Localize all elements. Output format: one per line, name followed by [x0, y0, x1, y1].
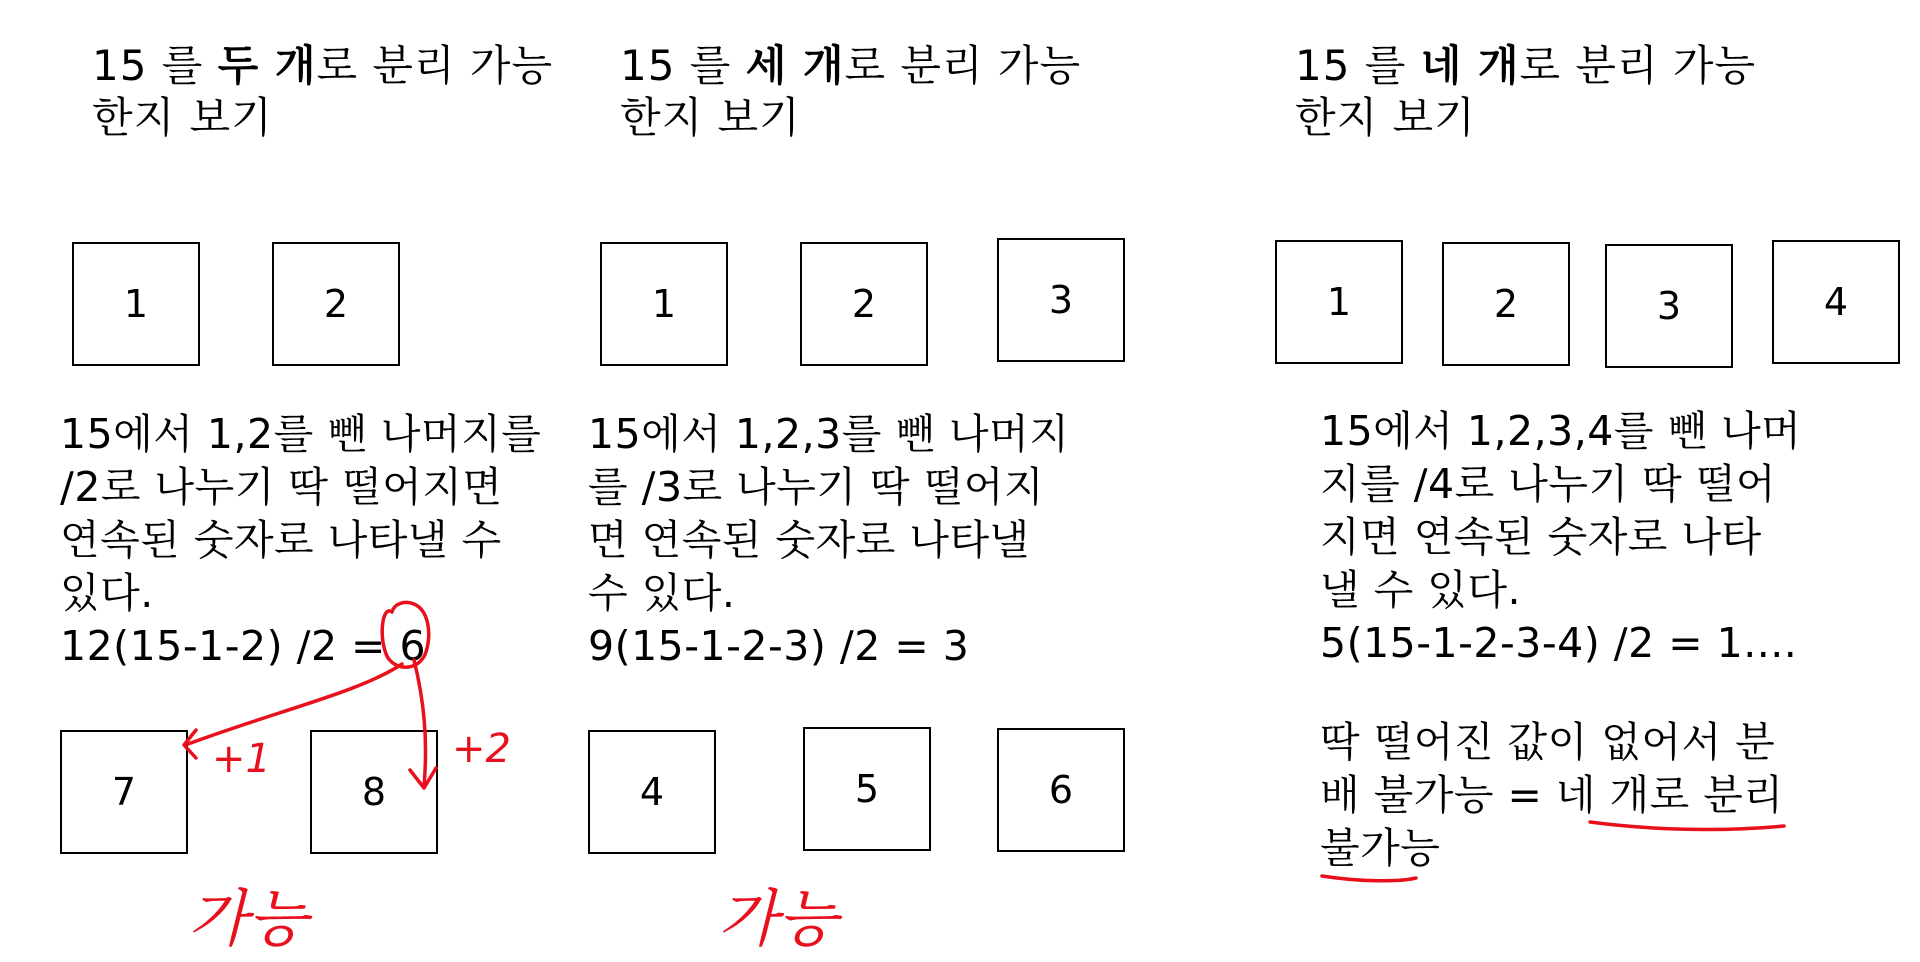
col3-top-box-4: 4 — [1772, 240, 1900, 364]
col2-desc-line-4: 수 있다. — [588, 569, 736, 617]
col3-top-box-1: 1 — [1275, 240, 1403, 364]
col2-possible-label: 가능 — [718, 882, 838, 955]
col3-top-box-2: 2 — [1442, 242, 1570, 366]
col2-desc-line-1: 15에서 1,2,3를 뺀 나머지 — [588, 410, 1070, 458]
col3-desc-line-3: 지면 연속된 숫자로 나타 — [1320, 513, 1762, 561]
col3-title-prefix: 15 를 — [1295, 41, 1421, 90]
col3-title — [1295, 40, 1756, 144]
col2-top-box-2: 2 — [800, 242, 928, 366]
col1-desc-line-1: 15에서 1,2를 뺀 나머지를 — [60, 410, 542, 458]
plus-two-label: +2 — [452, 726, 511, 772]
col1-title — [92, 40, 553, 144]
col2-title-line2: 한지 보기 — [620, 93, 801, 142]
col3-desc-formula: 5(15-1-2-3-4) /2 = 1.... — [1320, 619, 1798, 667]
col1-title-suffix: 로 분리 가능 — [316, 41, 554, 90]
col1-desc-line-4: 있다. — [60, 569, 154, 617]
col1-title-line2: 한지 보기 — [92, 93, 273, 142]
col2-desc-line-2: 를 /3로 나누기 딱 떨어지 — [588, 463, 1044, 511]
col3-desc-line-4: 낼 수 있다. — [1320, 566, 1522, 614]
col1-desc-formula: 12(15-1-2) /2 = 6 — [60, 622, 427, 670]
col2-top-box-3: 3 — [997, 238, 1125, 362]
col3-conclusion-line-1: 딱 떨어진 값이 없어서 분 — [1320, 718, 1776, 766]
col1-desc-line-2: /2로 나누기 딱 떨어지면 — [60, 463, 503, 511]
col2-bottom-box-6: 6 — [997, 728, 1125, 852]
col1-top-box-1: 1 — [72, 242, 200, 366]
col3-desc-line-2: 지를 /4로 나누기 딱 떨어 — [1320, 460, 1776, 508]
underline-impossible-mark — [1322, 876, 1416, 881]
col3-desc-line-1: 15에서 1,2,3,4를 뺀 나머 — [1320, 407, 1802, 455]
col2-title-suffix: 로 분리 가능 — [844, 41, 1082, 90]
col2-description — [588, 408, 1069, 673]
col1-description — [60, 408, 541, 673]
col1-bottom-box-8: 8 — [310, 730, 438, 854]
col1-top-box-2: 2 — [272, 242, 400, 366]
col3-conclusion — [1320, 716, 1783, 875]
col1-bottom-box-7: 7 — [60, 730, 188, 854]
col1-title-bold: 두 개 — [217, 41, 317, 90]
col2-desc-formula: 9(15-1-2-3) /2 = 3 — [588, 622, 970, 670]
col1-title-prefix: 15 를 — [92, 41, 218, 90]
col3-conclusion-line-3: 불가능 — [1320, 824, 1441, 872]
col2-title-prefix: 15 를 — [620, 41, 746, 90]
col2-bottom-box-4: 4 — [588, 730, 716, 854]
col2-bottom-box-5: 5 — [803, 727, 931, 851]
col2-title — [620, 40, 1081, 144]
col1-desc-line-3: 연속된 숫자로 나타낼 수 — [60, 516, 502, 564]
col3-title-line2: 한지 보기 — [1295, 93, 1476, 142]
col2-desc-line-3: 면 연속된 숫자로 나타낼 — [588, 516, 1030, 564]
col1-possible-label: 가능 — [188, 882, 308, 955]
col3-title-suffix: 로 분리 가능 — [1519, 41, 1757, 90]
col2-top-box-1: 1 — [600, 242, 728, 366]
col3-conclusion-line-2: 배 불가능 = 네 개로 분리 — [1320, 771, 1784, 819]
col2-title-bold: 세 개 — [745, 41, 845, 90]
plus-one-label: +1 — [212, 736, 271, 782]
col3-top-box-3: 3 — [1605, 244, 1733, 368]
col3-title-bold: 네 개 — [1420, 41, 1520, 90]
col3-description — [1320, 405, 1801, 670]
